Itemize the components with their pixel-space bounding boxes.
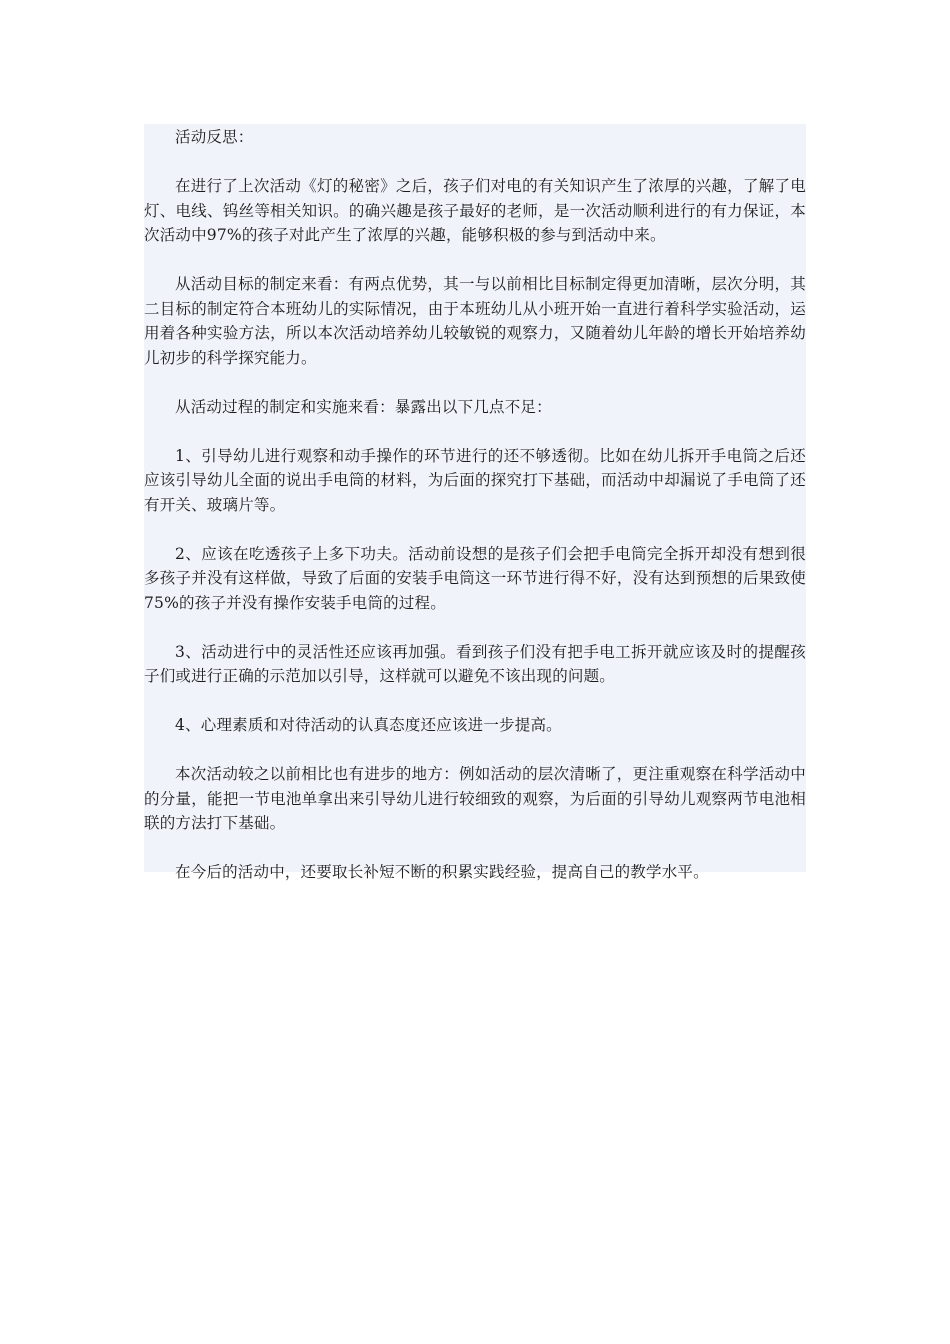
paragraph-gap	[144, 517, 806, 542]
reflection-text-block	[144, 124, 806, 881]
paragraph-4: 1、引导幼儿进行观察和动手操作的环节进行的还不够透彻。比如在幼儿拆开手电筒之后还应该引导幼儿全面的说出手电筒的材料，为后面的探究打下基础，而活动中却漏说了手电筒了还有开关、玻璃片等。	[144, 446, 806, 514]
paragraph-gap	[144, 248, 806, 273]
paragraph-gap	[144, 419, 806, 444]
paragraph-gap	[144, 615, 806, 640]
section-heading: 活动反思：	[175, 128, 254, 146]
paragraph-gap	[144, 738, 806, 763]
paragraph-3: 从活动过程的制定和实施来看：暴露出以下几点不足：	[175, 397, 552, 416]
paragraph-5: 2、应该在吃透孩子上多下功夫。活动前设想的是孩子们会把手电筒完全拆开却没有想到很多孩子并没有这样做，导致了后面的安装手电筒这一环节进行得不好，没有达到预想的后果致使75%的孩子并没有操作安装手电筒的过程。	[144, 544, 806, 612]
paragraph-2: 从活动目标的制定来看：有两点优势，其一与以前相比目标制定得更加清晰，层次分明，其二目标的制定符合本班幼儿的实际情况，由于本班幼儿从小班开始一直进行着科学实验活动，运用着各种实验方法，所以本次活动培养幼儿较敏锐的观察力，又随着幼儿年龄的增长开始培养幼儿初步的科学探究能力。	[144, 275, 806, 367]
paragraph-gap	[144, 370, 806, 395]
paragraph-gap	[144, 689, 806, 714]
paragraph-gap	[144, 150, 806, 175]
paragraph-6: 3、活动进行中的灵活性还应该再加强。看到孩子们没有把手电工拆开就应该及时的提醒孩子们或进行正确的示范加以引导，这样就可以避免不该出现的问题。	[144, 642, 806, 685]
paragraph-1: 在进行了上次活动《灯的秘密》之后，孩子们对电的有关知识产生了浓厚的兴趣，了解了电灯、电线、钨丝等相关知识。的确兴趣是孩子最好的老师，是一次活动顺利进行的有力保证，本次活动中97%的孩子对此产生了浓厚的兴趣，能够积极的参与到活动中来。	[144, 177, 806, 244]
paragraph-9: 在今后的活动中，还要取长补短不断的积累实践经验，提高自己的教学水平。	[175, 863, 709, 881]
paragraph-8: 本次活动较之以前相比也有进步的地方：例如活动的层次清晰了，更注重观察在科学活动中的分量，能把一节电池单拿出来引导幼儿进行较细致的观察，为后面的引导幼儿观察两节电池相联的方法打下基础。	[144, 765, 806, 832]
paragraph-gap	[144, 836, 806, 861]
paragraph-7: 4、心理素质和对待活动的认真态度还应该进一步提高。	[175, 716, 562, 734]
